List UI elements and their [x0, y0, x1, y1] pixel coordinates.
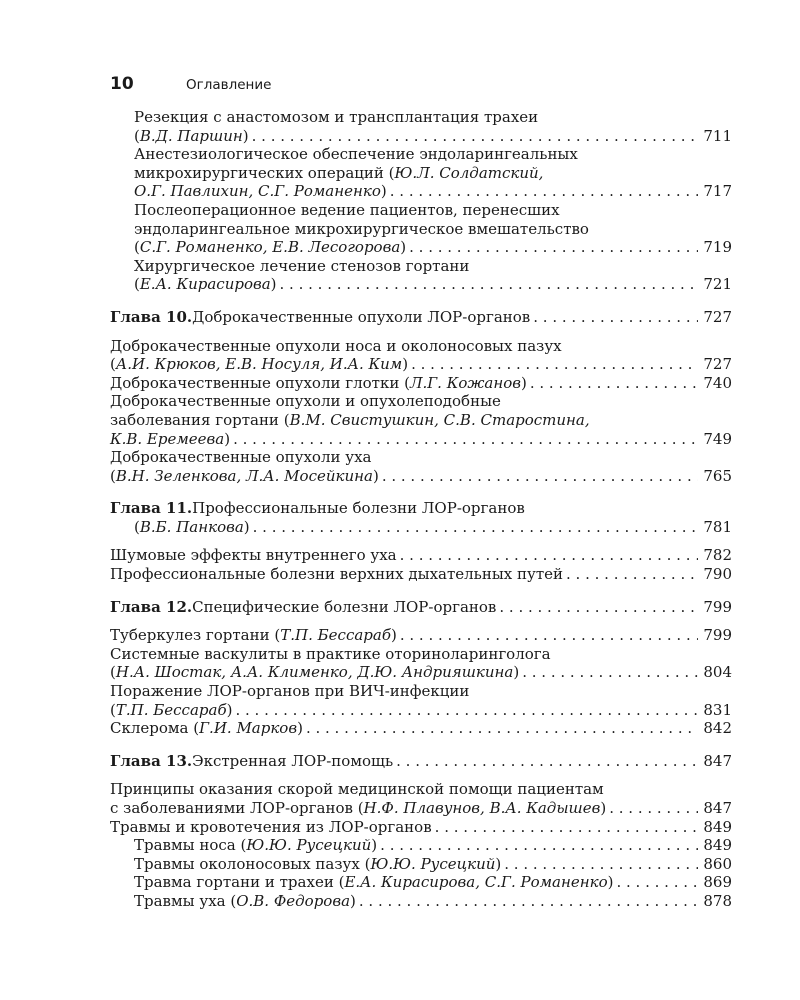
toc-entry: ( А.И. Крюков, Е.В. Носуля, И.А. Ким ) . . . 727 — [110, 355, 732, 374]
toc-authors: Н.Ф. Плавунов, В.А. Кадышев — [363, 799, 601, 817]
toc-entry: Травмы околоносовых пазух ( Ю.Ю. Русецкий ) . . . 860 — [110, 855, 732, 874]
running-title: Оглавление — [186, 77, 272, 93]
toc-entry: Травма гортани и трахеи ( Е.А. Кирасирова, С.Г. Романенко ) . . . 869 — [110, 873, 732, 892]
dot-leader — [280, 275, 698, 294]
toc-entry: ( В.Н. Зеленкова, Л.А. Мосейкина ) . . . 765 — [110, 467, 732, 486]
dot-leader — [616, 873, 698, 892]
toc-page-number: 842 — [703, 719, 732, 738]
toc-page-number: 781 — [703, 517, 732, 536]
toc-entry-title: Системные васкулиты в практике оториноларинголога — [110, 644, 551, 663]
toc-entry-title: Хирургическое лечение стенозов гортани — [134, 256, 470, 275]
toc-authors: Н.А. Шостак, А.А. Клименко, Д.Ю. Андрияшкина — [115, 663, 514, 682]
dot-leader — [522, 663, 698, 682]
dot-leader — [380, 836, 698, 855]
toc-authors: Т.П. Бессараб — [115, 700, 227, 719]
toc-page-number: 721 — [703, 275, 732, 294]
toc-authors: Ю.Л. Солдатский, — [394, 163, 544, 182]
toc-entry: ( В.Д. Паршин ) . . . 711 — [110, 127, 732, 146]
toc-authors: С.Г. Романенко, Е.В. Лесогорова — [139, 238, 401, 257]
dot-leader — [253, 518, 698, 537]
toc-entry-title: эндоларингеальное микрохирургическое вмешательство — [134, 219, 589, 238]
toc-entry: ( Н.А. Шостак, А.А. Клименко, Д.Ю. Андрияшкина ) . . . 804 — [110, 663, 732, 682]
chapter-label: Глава 12. — [110, 597, 193, 616]
dot-leader — [530, 374, 698, 393]
toc-entry: К.В. Еремеева ) . . . 749 — [110, 430, 732, 449]
toc-page-number: 804 — [703, 663, 732, 682]
dot-leader — [400, 546, 698, 565]
toc-page-number: 727 — [703, 307, 732, 326]
dot-leader — [609, 799, 698, 818]
dot-leader — [504, 855, 698, 874]
toc-authors: А.И. Крюков, Е.В. Носуля, И.А. Ким — [115, 355, 403, 374]
toc-entry-title: Резекция с анастомозом и трансплантация трахеи — [134, 108, 539, 126]
toc-authors: Л.Г. Кожанов — [409, 373, 521, 392]
dot-leader — [359, 892, 698, 911]
toc-entry-title: Анестезиологическое обеспечение эндоларингеальных — [134, 145, 578, 164]
toc-page-number: 878 — [703, 891, 732, 910]
toc-entry: Травмы и кровотечения из ЛОР-органов . . . 849 — [110, 818, 732, 837]
toc-page-number: 717 — [703, 182, 732, 201]
toc-entry: ( Е.А. Кирасирова ) . . . 721 — [110, 275, 732, 294]
dot-leader — [382, 467, 698, 486]
dot-leader — [435, 818, 698, 837]
toc-page-number: 799 — [703, 597, 732, 616]
toc-entry: с заболеваниями ЛОР-органов ( Н.Ф. Плавунов, В.А. Кадышев ) . . . 847 — [110, 799, 732, 818]
toc-page-number: 711 — [703, 126, 732, 145]
toc-authors: В.Б. Панкова — [139, 517, 244, 536]
toc-authors: Ю.Ю. Русецкий — [246, 836, 372, 855]
chapter-heading — [110, 499, 732, 518]
toc-entry-title: Доброкачественные опухоли и опухолеподобные — [110, 392, 501, 411]
toc-entry-line: заболевания гортани ( В.М. Свистушкин, С.В. Старостина, — [110, 410, 590, 429]
toc-authors: Г.И. Марков — [199, 719, 298, 738]
toc-page-number: 719 — [703, 238, 732, 257]
dot-leader — [390, 182, 698, 201]
dot-leader — [499, 598, 698, 617]
toc-entry: ( Т.П. Бессараб ) . . . 831 — [110, 701, 732, 720]
toc-page-number: 849 — [703, 836, 732, 855]
toc-page-number: 799 — [703, 626, 732, 645]
page-number: 10 — [110, 74, 134, 94]
toc-page-number: 847 — [703, 751, 732, 770]
dot-leader — [409, 238, 698, 257]
page-header — [110, 74, 271, 94]
toc-authors: О.Г. Павлихин, С.Г. Романенко — [134, 182, 381, 201]
toc-authors: Е.А. Кирасирова — [139, 275, 271, 294]
chapter-label: Глава 11. — [110, 499, 193, 518]
dot-leader — [400, 626, 698, 645]
dot-leader — [235, 701, 698, 720]
toc-page-number: 782 — [703, 546, 732, 565]
toc-entry: Шумовые эффекты внутреннего уха . . . 782 — [110, 546, 732, 565]
toc-authors: Ю.Ю. Русецкий — [370, 854, 496, 873]
toc-entry: Травмы носа ( Ю.Ю. Русецкий ) . . . 849 — [110, 836, 732, 855]
toc-entry: Профессиональные болезни верхних дыхательных путей . . . 790 — [110, 565, 732, 584]
dot-leader — [566, 565, 698, 584]
toc-entry: Склерома ( Г.И. Марков ) . . . 842 — [110, 719, 732, 738]
toc-page-number: 790 — [703, 565, 732, 584]
toc-page-number: 740 — [703, 373, 732, 392]
toc-entry-title: Доброкачественные опухоли носа и околоносовых пазух — [110, 336, 562, 355]
dot-leader — [533, 308, 698, 327]
dot-leader — [252, 127, 698, 146]
toc-authors: К.В. Еремеева — [110, 429, 225, 448]
toc-authors: В.Д. Паршин — [139, 126, 243, 145]
toc-entry: Доброкачественные опухоли глотки ( Л.Г. Кожанов ) . . . 740 — [110, 374, 732, 393]
toc-entry-title: Послеоперационное ведение пациентов, перенесших — [134, 200, 560, 219]
toc-entry-title: Принципы оказания скорой медицинской помощи пациентам — [110, 780, 604, 799]
toc-page-number: 749 — [703, 429, 732, 448]
toc-authors: Е.А. Кирасирова, С.Г. Романенко — [344, 873, 608, 892]
toc-page-number: 847 — [703, 799, 732, 817]
table-of-contents — [110, 108, 732, 911]
chapter-title: Экстренная ЛОР-помощь — [192, 751, 394, 770]
chapter-title: Доброкачественные опухоли ЛОР-органов — [192, 307, 531, 326]
toc-entry: ( В.Б. Панкова ) . . . 781 — [110, 518, 732, 537]
chapter-title: Профессиональные болезни ЛОР-органов — [192, 499, 525, 518]
toc-page-number: 831 — [703, 700, 732, 719]
chapter-label: Глава 13. — [110, 751, 193, 770]
toc-entry: О.Г. Павлихин, С.Г. Романенко ) . . . 717 — [110, 182, 732, 201]
toc-entry: Туберкулез гортани ( Т.П. Бессараб ) . . . 799 — [110, 626, 732, 645]
dot-leader — [233, 430, 698, 449]
toc-page-number: 860 — [703, 854, 732, 873]
toc-authors: В.Н. Зеленкова, Л.А. Мосейкина — [115, 466, 373, 485]
toc-entry-title: Доброкачественные опухоли уха — [110, 448, 372, 467]
chapter-heading — [110, 598, 732, 617]
toc-entry: ( С.Г. Романенко, Е.В. Лесогорова ) . . . 719 — [110, 238, 732, 257]
chapter-title: Специфические болезни ЛОР-органов — [192, 597, 497, 616]
toc-authors: Т.П. Бессараб — [280, 626, 391, 645]
chapter-label: Глава 10. — [110, 307, 193, 326]
toc-authors: В.М. Свистушкин, С.В. Старостина, — [289, 410, 590, 429]
toc-entry: Травмы уха ( О.В. Федорова ) . . . 878 — [110, 892, 732, 911]
toc-entry-title: Поражение ЛОР-органов при ВИЧ-инфекции — [110, 682, 470, 701]
chapter-heading — [110, 752, 732, 771]
toc-page-number: 765 — [703, 466, 732, 485]
toc-entry-line: микрохирургических операций ( Ю.Л. Солдатский, — [134, 163, 544, 182]
dot-leader — [411, 355, 698, 374]
toc-authors: О.В. Федорова — [236, 891, 351, 910]
dot-leader — [396, 752, 698, 771]
toc-page-number: 849 — [703, 817, 732, 836]
chapter-heading — [110, 308, 732, 327]
dot-leader — [306, 719, 698, 738]
toc-page-number: 727 — [703, 355, 732, 374]
toc-page-number: 869 — [703, 873, 732, 892]
